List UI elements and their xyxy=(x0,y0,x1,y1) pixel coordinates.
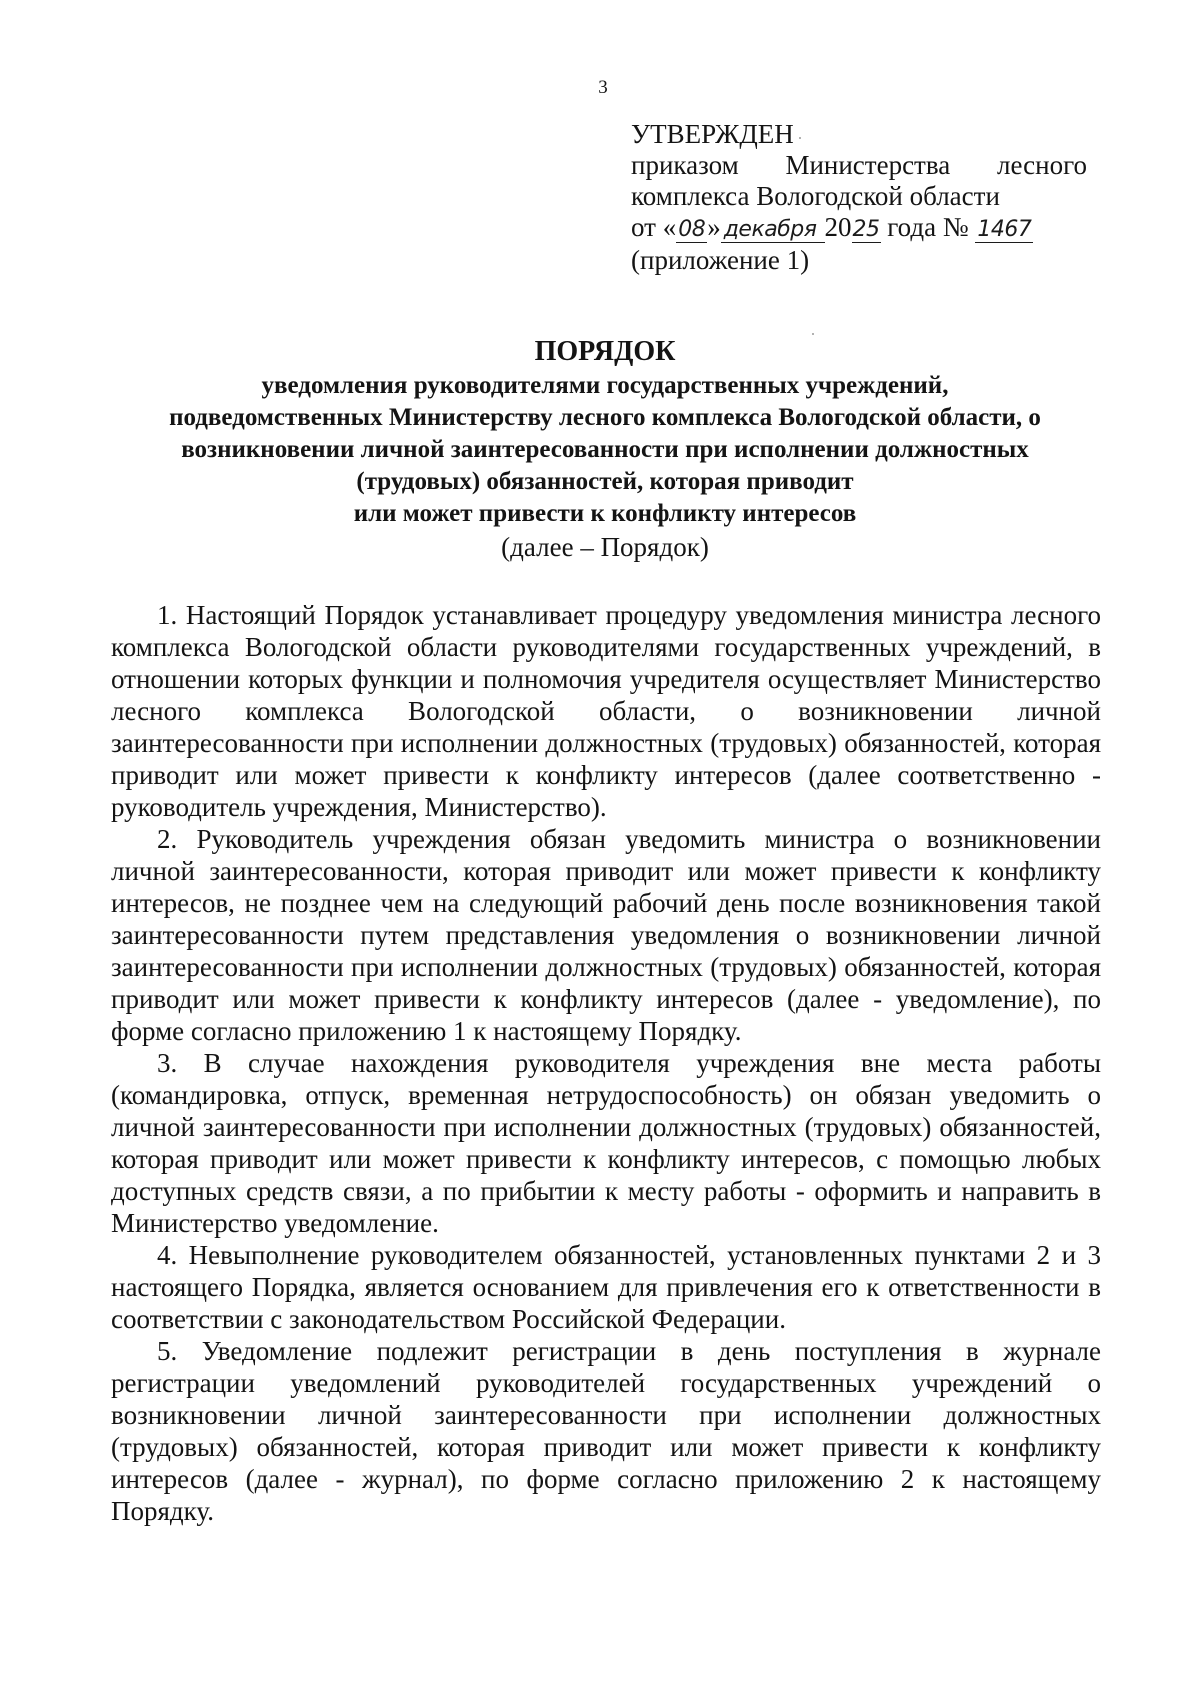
date-day-handwritten: 08 xyxy=(678,217,706,242)
document-subtitle: (далее – Порядок) xyxy=(501,532,709,562)
scan-speck xyxy=(812,333,814,335)
approval-ministry-line: комплекса Вологодской области xyxy=(631,181,1000,211)
paragraph-4: 4. Невыполнение руководителем обязанностей, установленных пунктами 2 и 3 настоящего Порядка, является основанием для привлечения его к ответственности в соответствии с законодательством Российской Федерации. xyxy=(111,1240,1101,1334)
approval-appendix: (приложение 1) xyxy=(631,245,810,275)
page-number: 3 xyxy=(598,77,608,98)
date-year-handwritten: 25 xyxy=(852,217,880,242)
paragraph-5: 5. Уведомление подлежит регистрации в день поступления в журнале регистрации уведомлений руководителей государственных учреждений о возникновении личной заинтересованности при исполнении должностных (трудовых) обязанностей, которая приводит или может привести к конфликту интересов (далее - журнал), по форме согласно приложению 2 к настоящему Порядку. xyxy=(111,1336,1101,1526)
approval-stamp-block xyxy=(631,119,1087,276)
paragraph-3: 3. В случае нахождения руководителя учреждения вне места работы (командировка, отпуск, временная нетрудоспособность) он обязан уведомить о личной заинтересованности при исполнении должностных (трудовых) обязанностей, которая приводит или может привести к конфликту интересов, с помощью любых доступных средств связи, а по прибытии к месту работы - оформить и направить в Министерство уведомление. xyxy=(111,1048,1101,1238)
date-year-word: года № xyxy=(887,212,969,242)
paragraph-2: 2. Руководитель учреждения обязан уведомить министра о возникновении личной заинтересованности, которая приводит или может привести к конфликту интересов, не позднее чем на следующий рабочий день после возникновения такой заинтересованности путем представления уведомления о возникновении личной заинтересованности при исполнении должностных (трудовых) обязанностей, которая приводит или может привести к конфликту интересов (далее - уведомление), по форме согласно приложению 1 к настоящему Порядку. xyxy=(111,824,1101,1046)
date-prefix: от « xyxy=(631,212,677,242)
approval-order-line xyxy=(631,150,1087,181)
heading-line-4: (трудовых) обязанностей, которая приводит xyxy=(356,468,854,495)
document-heading xyxy=(80,370,1130,530)
heading-line-2: подведомственных Министерству лесного комплекса Вологодской области, о xyxy=(169,404,1041,431)
document-body xyxy=(111,599,1101,1527)
scan-speck xyxy=(799,137,801,139)
document-title: ПОРЯДОК xyxy=(534,336,676,367)
heading-line-3: возникновении личной заинтересованности при исполнении должностных xyxy=(181,436,1029,463)
paragraph-1: 1. Настоящий Порядок устанавливает процедуру уведомления министра лесного комплекса Вологодской области руководителями государственных учреждений, в отношении которых функции и полномочия учредителя осуществляет Министерство лесного комплекса Вологодской области, о возникновении личной заинтересованности при исполнении должностных (трудовых) обязанностей, которая приводит или может привести к конфликту интересов (далее соответственно - руководитель учреждения, Министерство). xyxy=(111,600,1101,822)
approval-word-forest: лесного xyxy=(997,150,1087,180)
approval-word-order: приказом xyxy=(631,150,739,180)
approval-heading: УТВЕРЖДЕН xyxy=(631,119,794,149)
approval-word-ministry: Министерства xyxy=(785,150,951,180)
date-year-prefix: 20 xyxy=(824,212,852,242)
date-month-handwritten: декабря xyxy=(721,217,825,243)
heading-line-1: уведомления руководителями государственных учреждений, xyxy=(261,372,949,399)
approval-date-line xyxy=(631,212,1087,245)
heading-line-5: или может привести к конфликту интересов xyxy=(353,500,857,527)
order-number-handwritten: 1467 xyxy=(977,217,1032,242)
date-quote-close: » xyxy=(707,212,721,242)
